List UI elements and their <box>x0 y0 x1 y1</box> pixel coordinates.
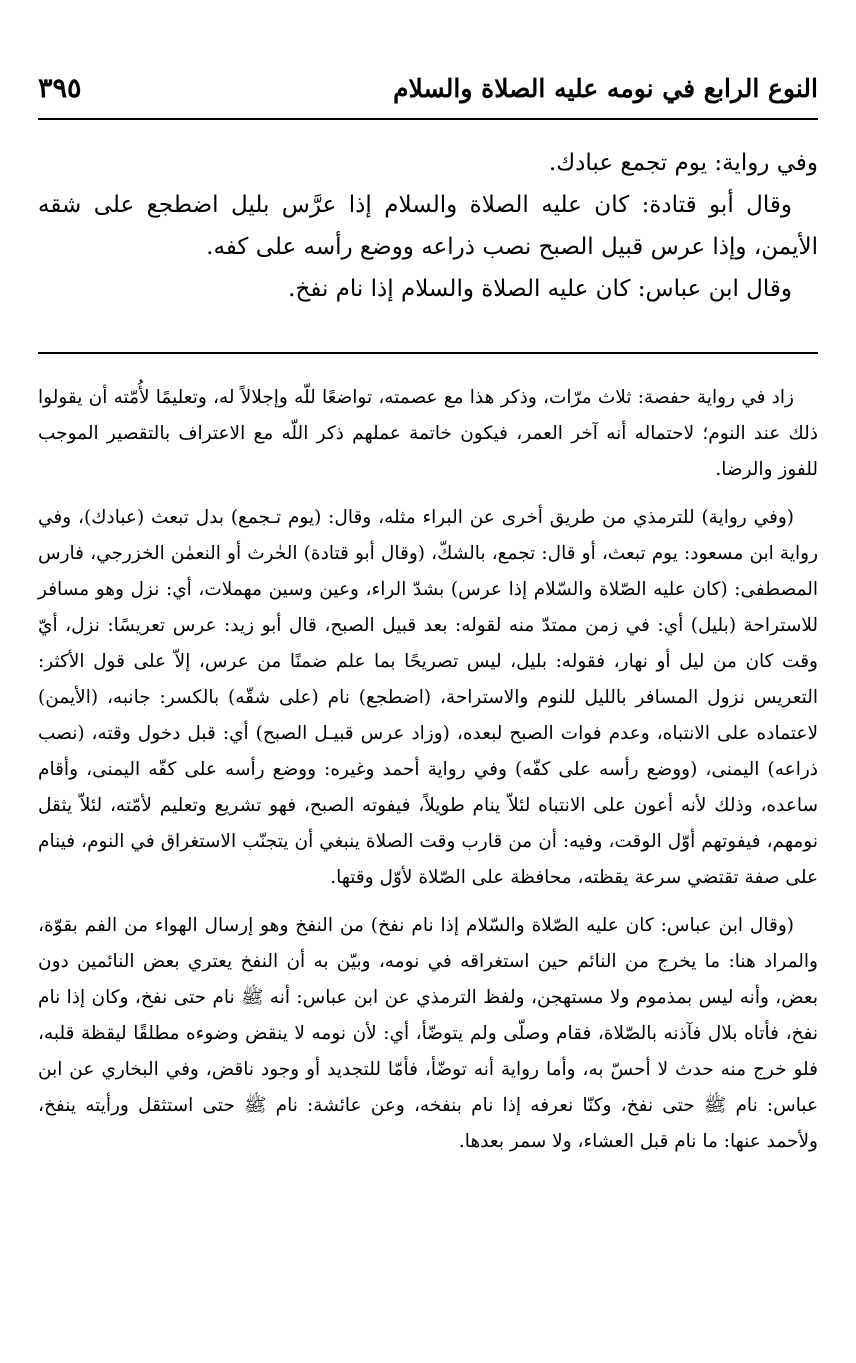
running-title: النوع الرابع في نومه عليه الصلاة والسلام <box>393 73 818 103</box>
commentary-text <box>38 380 818 1172</box>
main-text <box>38 142 818 310</box>
matn-line: وفي رواية: يوم تجمع عبادك. <box>548 150 818 176</box>
section-divider <box>38 352 818 354</box>
commentary-paragraph: زاد في رواية حفصة: ثلاث مرّات، وذكر هذا مع عصمته، تواضعًا للّه وإجلالاً له، وتعليمًا لأُمّته أن يقولوا ذلك عند النوم؛ لاحتماله أنه آخر العمر، فيكون خاتمة عملهم ذكر اللّه مع الاعتراف بالتقصير الموجب للفوز والرضا. <box>38 387 818 480</box>
header-rule <box>38 118 818 120</box>
matn-line: وقال ابن عباس: كان عليه الصلاة والسلام إذا نام نفخ. <box>288 276 792 302</box>
page-number: ٣٩٥ <box>38 72 82 104</box>
matn-line: وقال أبو قتادة: كان عليه الصلاة والسلام إذا عرَّس بليل اضطجع على شقه الأيمن، وإذا عرس قبيل الصبح نصب ذراعه ووضع رأسه على كفه. <box>38 192 818 260</box>
commentary-paragraph: (وفي رواية) للترمذي من طريق أخرى عن البراء مثله، وقال: (يوم تـجمع) بدل تبعث (عبادك)، وفي رواية ابن مسعود: يوم تبعث، أو قال: تجمع، بالشكّ، (وقال أبو قتادة) الحٰرث أو النعمٰن الخزرجي، فارس المصطفى: (كان عليه الصّلاة والسّلام إذا عرس) بشدّ الراء، وعين وسين مهملات، أي: نزل وهو مسافر للاستراحة (بليل) أي: في زمن ممتدّ منه لقوله: بعد قبيل الصبح، قال أبو زيد: عرس تعريسًا: نزل، أيّ وقت كان من ليل أو نهار، فقوله: بليل، ليس تصريحًا بما علم ضمنًا من عرس، إلاّ على قول الأكثر: التعريس نزول المسافر بالليل للنوم والاستراحة، (اضطجع) نام (على شقّه) بالكسر: جانبه، (الأيمن) لاعتماده على الانتباه، وعدم فوات الصبح لبعده، (وزاد عرس قبيـل الصبح) أي: قبل دخول وقته، (نصب ذراعه) اليمنى، (ووضع رأسه على كفّه) وفي رواية أحمد وغيره: ووضع رأسه على كفّه اليمنى، وأقام ساعده، وذلك لأنه أعون على الانتباه لئلاّ ينام طويلاً، فيفوته الصبح، فهو تشريع وتعليم لأمّته، لئلاّ يثقل نومهم، فيفوتهم أوّل الوقت، وفيه: أن من قارب وقت الصلاة ينبغي أن يتجنّب الاستغراق في النوم، فينام على صفة تقتضي سرعة يقظته، محافظة على الصّلاة لأوّل وقتها. <box>38 507 818 888</box>
page-header <box>38 68 818 108</box>
commentary-paragraph: (وقال ابن عباس: كان عليه الصّلاة والسّلام إذا نام نفخ) من النفخ وهو إرسال الهواء من الفم بقوّة، والمراد هنا: ما يخرج من النائم حين استغراقه في نومه، وبيّن به أن النفخ يعتري بعض النائمين دون بعض، وأنه ليس بمذموم ولا مستهجن، ولفظ الترمذي عن ابن عباس: أنه ﷺ نام حتى نفخ، وكان إذا نام نفخ، فأتاه بلال فآذنه بالصّلاة، فقام وصلّى ولم يتوضّأ، أي: لأن نومه لا ينقض وضوءه مطلقًا ليقظة قلبه، فلو خرج منه حدث لا أحسّ به، وأما رواية أنه توضّأ، فأمّا للتجديد أو وجود ناقض، وفي البخاري عن ابن عباس: نام ﷺ حتى نفخ، وكنّا نعرفه إذا نام بنفخه، وعن عائشة: نام ﷺ حتى استثقل ورأيته ينفخ، ولأحمد عنها: ما نام قبل العشاء، ولا سمر بعدها. <box>38 915 818 1152</box>
